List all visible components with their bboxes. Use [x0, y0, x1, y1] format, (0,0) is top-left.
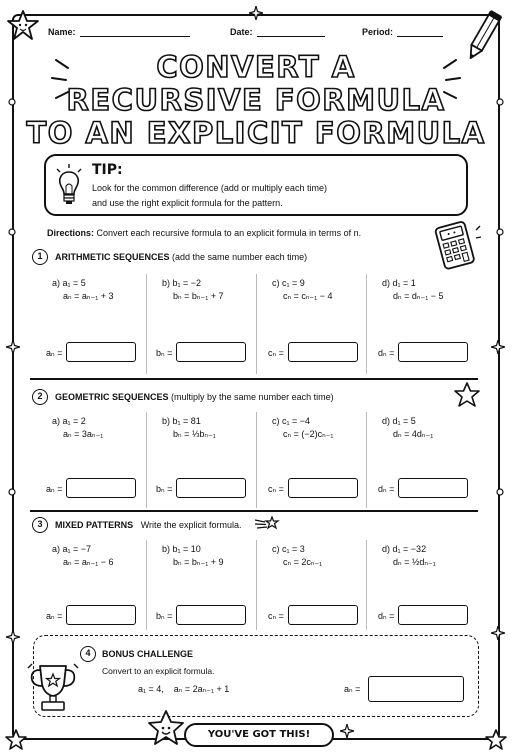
answer-box[interactable]: [176, 478, 246, 498]
section-2-number: 2: [32, 389, 48, 405]
section-3-number: 3: [32, 517, 48, 533]
section-3-title: MIXED PATTERNS Write the explicit formula.: [55, 520, 242, 530]
column-divider: [146, 412, 147, 508]
sparkle-icon: [6, 630, 20, 644]
sparkle-icon: [491, 626, 505, 640]
calculator-icon: [430, 218, 482, 274]
tip-text-line-1: Look for the common difference (add or multiply each time): [92, 183, 327, 193]
column-divider: [256, 412, 257, 508]
bonus-box: 4 BONUS CHALLENGE Convert to an explicit formula. a₁ = 4, aₙ = 2aₙ₋₁ + 1 aₙ =: [33, 635, 479, 717]
section-divider: [30, 510, 478, 512]
title-line-1: CONVERT A: [156, 50, 356, 84]
dot-icon: [8, 228, 16, 236]
star-icon: [484, 728, 508, 752]
answer-box[interactable]: [368, 676, 464, 702]
answer-box[interactable]: [288, 342, 358, 362]
section-1-title: ARITHMETIC SEQUENCES (add the same number each time): [55, 252, 308, 262]
star-mascot-icon: [146, 708, 186, 748]
star-icon: [6, 8, 40, 42]
column-divider: [366, 412, 367, 508]
answer-box[interactable]: [398, 342, 468, 362]
dot-icon: [8, 488, 16, 496]
column-divider: [146, 274, 147, 374]
star-icon: [4, 728, 28, 752]
sparkle-icon: [249, 6, 263, 20]
answer-box[interactable]: [66, 605, 136, 625]
encouragement-badge: YOU'VE GOT THIS!: [184, 723, 334, 747]
bonus-formula: a₁ = 4, aₙ = 2aₙ₋₁ + 1: [138, 684, 230, 694]
sparkle-icon: [340, 724, 354, 738]
worksheet-page: Name: Date: Period: CONVERT A RECURSIVE FORMULA TO AN EXPLICIT FORMULA TIP: Look for the common difference (add or multiply each time) and use the right explicit formula for the pattern. Directions: Convert each recursive formula to an explicit formula in terms of n. 1 ARITHMETIC SEQUENCES (add the same number each time) a) a₁ = 5 aₙ = aₙ₋₁ + 3 b) b₁ = −2 bₙ = bₙ₋₁ + 7 c) c₁ = 9 cₙ = cₙ₋₁ − 4 d) d₁ = 1 dₙ = dₙ₋₁ − 5 aₙ = bₙ = cₙ = dₙ = 2 GEOMETRIC SEQUENCES (multiply by the same number each time) a) a₁ = 2 aₙ = 3aₙ₋₁ b) b₁ = 81 bₙ = ⅓bₙ₋₁ c) c₁ = −4 cₙ = (−2)cₙ₋₁ d) d₁ = 5 dₙ = 4dₙ₋₁ aₙ = bₙ = cₙ = dₙ = 3 MIXED PATTERNS Write the explicit formula. a) a₁ = −7 aₙ = aₙ₋₁ − 6 b) b₁ = 10 bₙ = bₙ₋₁ + 9 c) c₁ = 3 cₙ = 2cₙ₋₁ d) d₁ = −32 dₙ = ½dₙ₋₁ aₙ = bₙ = cₙ = dₙ = 4 BONUS CHALLENGE Convert to an explicit formula. a₁ = 4, aₙ = 2aₙ₋₁ + 1 aₙ = YOU'VE GOT THIS!: [0, 0, 512, 755]
bonus-instruction: Convert to an explicit formula.: [102, 666, 215, 676]
column-divider: [366, 540, 367, 630]
answer-box[interactable]: [66, 478, 136, 498]
directions: Directions: Convert each recursive formula to an explicit formula in terms of n.: [47, 228, 362, 238]
sparkle-icon: [6, 340, 20, 354]
section-divider: [30, 378, 478, 380]
period-field[interactable]: Period:: [362, 27, 443, 37]
column-divider: [146, 540, 147, 630]
star-icon: [452, 380, 482, 410]
name-field[interactable]: Name:: [48, 27, 190, 37]
tip-heading: TIP:: [92, 162, 123, 178]
column-divider: [366, 274, 367, 374]
lightbulb-icon: [54, 164, 84, 208]
answer-box[interactable]: [288, 605, 358, 625]
answer-box[interactable]: [398, 478, 468, 498]
date-field[interactable]: Date:: [230, 27, 325, 37]
shooting-star-icon: [254, 515, 280, 531]
sparkle-icon: [491, 340, 505, 354]
answer-box[interactable]: [288, 478, 358, 498]
section-2-title: GEOMETRIC SEQUENCES (multiply by the same number each time): [55, 392, 334, 402]
answer-box[interactable]: [398, 605, 468, 625]
title-line-2: RECURSIVE FORMULA: [66, 83, 446, 117]
tip-text-line-2: and use the right explicit formula for the pattern.: [92, 198, 283, 208]
bonus-title: BONUS CHALLENGE: [102, 649, 194, 659]
tip-box: [44, 154, 468, 216]
section-1-number: 1: [32, 249, 48, 265]
column-divider: [256, 540, 257, 630]
answer-box[interactable]: [66, 342, 136, 362]
answer-box[interactable]: [176, 342, 246, 362]
title-line-3: TO AN EXPLICIT FORMULA: [26, 116, 486, 150]
column-divider: [256, 274, 257, 374]
trophy-icon: [26, 660, 80, 716]
answer-box[interactable]: [176, 605, 246, 625]
dot-icon: [496, 488, 504, 496]
bonus-number: 4: [80, 646, 96, 662]
dot-icon: [496, 228, 504, 236]
